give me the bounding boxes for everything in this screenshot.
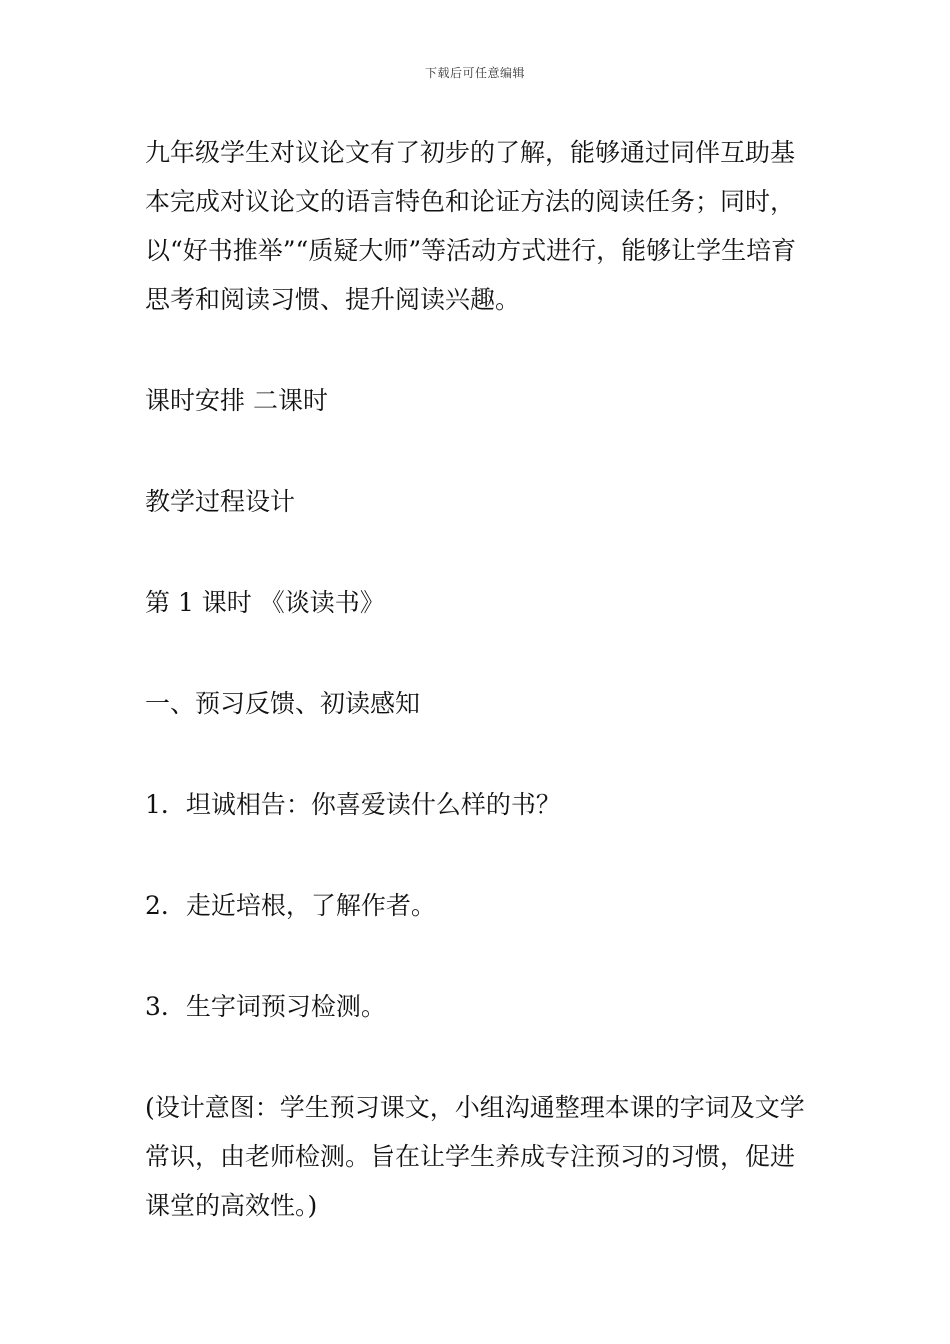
list-item: 2．走近培根，了解作者。 <box>145 891 436 920</box>
lesson-title: 第 1 课时 《谈读书》 <box>145 588 385 617</box>
step-heading: 一、预习反馈、初读感知 <box>145 689 421 718</box>
intro-paragraph: 九年级学生对议论文有了初步的了解，能够通过同伴互助基本完成对议论文的语言特色和论证方法的阅读任务；同时，以“好书推举”“质疑大师”等活动方式进行，能够让学生培育思考和阅读习惯、提升阅读兴趣。 <box>145 138 797 314</box>
document-body <box>145 128 815 1230</box>
spacer <box>145 728 815 780</box>
spacer <box>145 627 815 679</box>
design-intent-paragraph: (设计意图：学生预习课文，小组沟通整理本课的字词及文学常识，由老师检测。旨在让学生养成专注预习的习惯，促进课堂的高效性。) <box>145 1093 805 1220</box>
spacer <box>145 526 815 578</box>
section-heading: 教学过程设计 <box>145 487 296 516</box>
spacer <box>145 930 815 982</box>
spacer <box>145 1031 815 1083</box>
page-header: 下载后可任意编辑 <box>424 66 525 80</box>
spacer <box>145 829 815 881</box>
list-item: 1．坦诚相告：你喜爱读什么样的书？ <box>145 790 561 819</box>
class-hours: 课时安排 二课时 <box>145 386 328 415</box>
spacer <box>145 324 815 376</box>
spacer <box>145 425 815 477</box>
list-item: 3．生字词预习检测。 <box>145 992 386 1021</box>
